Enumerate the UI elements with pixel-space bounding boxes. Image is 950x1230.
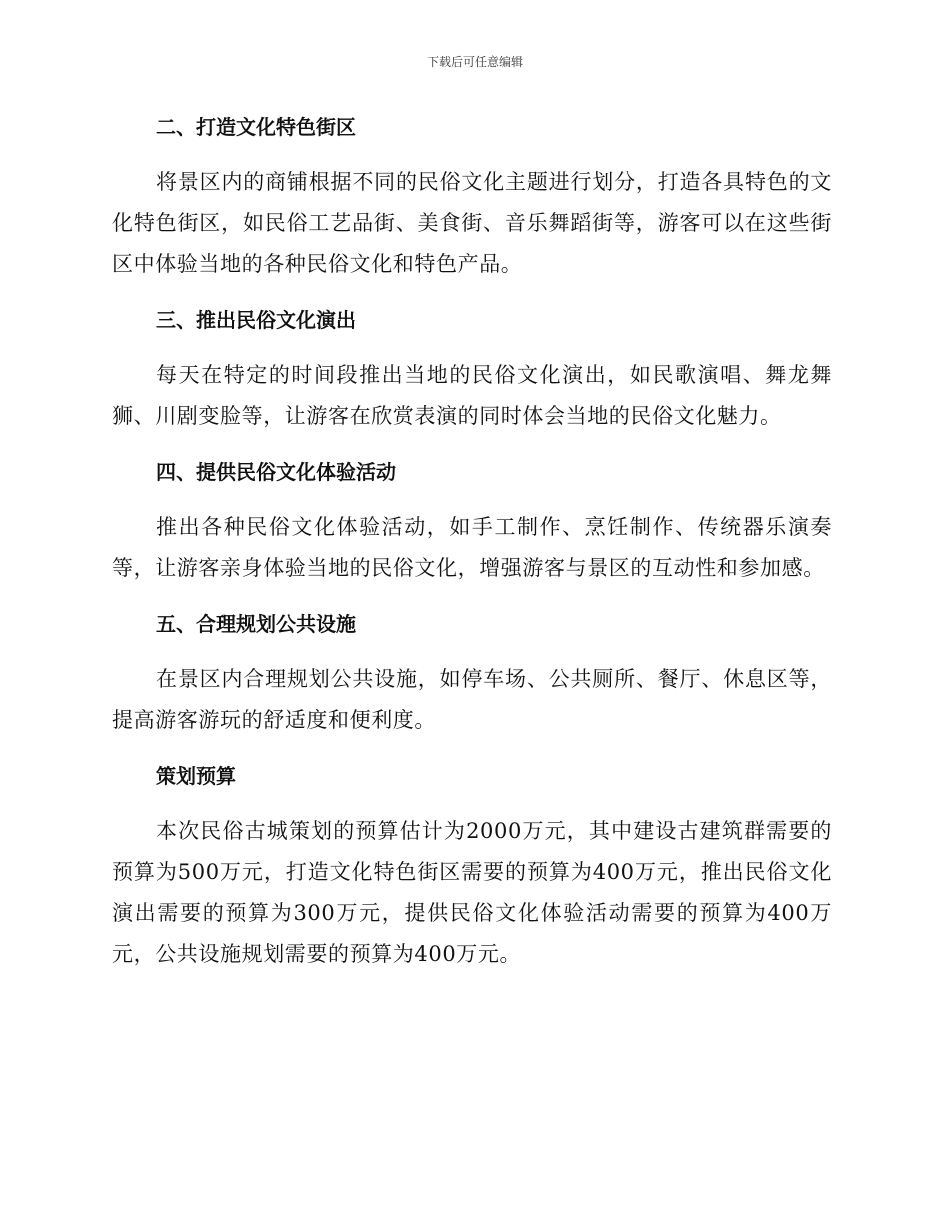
section-paragraph: 在景区内合理规划公共设施，如停车场、公共厕所、餐厅、休息区等，提高游客游玩的舒适度和便利度。	[112, 667, 832, 732]
section-heading: 四、提供民俗文化体验活动	[156, 460, 396, 484]
section-heading: 三、推出民俗文化演出	[156, 308, 356, 332]
section-street-district	[112, 112, 832, 285]
page-header: 下载后可任意编辑	[426, 55, 523, 69]
section-experience	[112, 457, 832, 589]
section-budget	[112, 761, 832, 975]
section-paragraph: 将景区内的商铺根据不同的民俗文化主题进行划分，打造各具特色的文化特色街区，如民俗工艺品街、美食街、音乐舞蹈街等，游客可以在这些街区中体验当地的各种民俗文化和特色产品。	[112, 170, 832, 276]
section-heading: 策划预算	[156, 764, 236, 788]
section-performance	[112, 305, 832, 437]
section-paragraph: 每天在特定的时间段推出当地的民俗文化演出，如民歌演唱、舞龙舞狮、川剧变脸等，让游客在欣赏表演的同时体会当地的民俗文化魅力。	[112, 363, 832, 428]
document-body	[112, 112, 832, 995]
section-paragraph: 本次民俗古城策划的预算估计为2000万元，其中建设古建筑群需要的预算为500万元，打造文化特色街区需要的预算为400万元，推出民俗文化演出需要的预算为300万元，提供民俗文化体验活动需要的预算为400万元，公共设施规划需要的预算为400万元。	[112, 819, 832, 966]
section-heading: 五、合理规划公共设施	[156, 612, 356, 636]
section-facilities	[112, 609, 832, 741]
section-heading: 二、打造文化特色街区	[156, 115, 356, 139]
section-paragraph: 推出各种民俗文化体验活动，如手工制作、烹饪制作、传统器乐演奏等，让游客亲身体验当地的民俗文化，增强游客与景区的互动性和参加感。	[112, 515, 832, 580]
